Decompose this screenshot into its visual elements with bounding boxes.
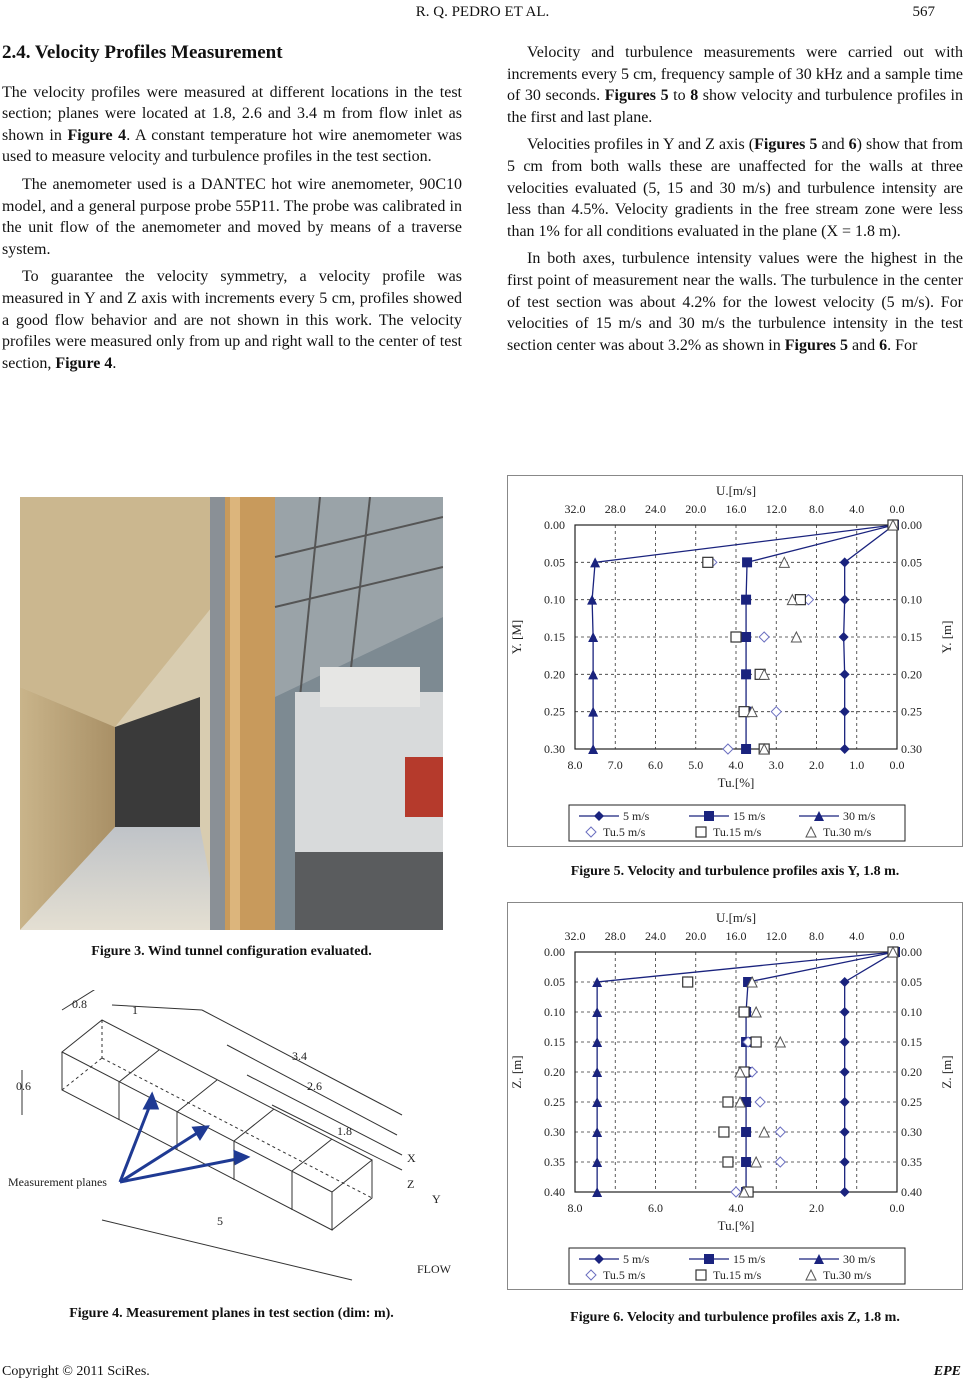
u-tick-label: 12.0 <box>765 502 787 516</box>
figure5-caption: Figure 5. Velocity and turbulence profiles axis Y, 1.8 m. <box>570 864 900 879</box>
legend-label: 5 m/s <box>623 1252 650 1266</box>
tu-tick-label: 0.0 <box>889 1201 905 1215</box>
pos-tick-label-right: 0.30 <box>901 742 922 756</box>
u-tick-label: 24.0 <box>645 502 666 516</box>
data-point <box>751 1037 761 1047</box>
legend-marker <box>696 827 706 837</box>
legend-label: Tu.30 m/s <box>823 1268 872 1282</box>
u-tick-label: 28.0 <box>604 929 626 943</box>
paragraph: In both axes, turbulence intensity values were the highest in the first point of measurement near the walls. The turbulence in the center of test section was about 4.2% for the lowest velocity (5 m/s). For velocities of 15 m/s and 30 m/s the turbulence intensity in the test section center was about 3.2% as shown in Figures 5 and 6. For <box>507 250 963 354</box>
data-point <box>723 1157 733 1167</box>
dim-label: 0.6 <box>16 1079 31 1093</box>
right-axis-label: Y. [m] <box>939 620 954 654</box>
measurement-planes-label: Measurement planes <box>8 1175 107 1189</box>
tu-tick-label: 1.0 <box>849 758 865 772</box>
pos-tick-label-left: 0.15 <box>544 630 565 644</box>
tu-tick-label: 7.0 <box>607 758 623 772</box>
legend-label: 30 m/s <box>843 1252 876 1266</box>
page-header <box>0 4 965 26</box>
pos-tick-label-left: 0.20 <box>544 667 565 682</box>
figure4-caption: Figure 4. Measurement planes in test section (dim: m). <box>69 1306 394 1321</box>
u-tick-label: 20.0 <box>685 929 707 943</box>
dim-label: 2.6 <box>307 1079 322 1093</box>
dim-label: 5 <box>217 1214 223 1228</box>
paragraph: Velocity and turbulence measurements were carried out with increments every 5 cm, frequency sample of 30 kHz and a sample time of 30 seconds. Figures 5 to 8 show velocity and turbulence profiles in the first and last plane. <box>507 44 963 126</box>
tu-tick-label: 8.0 <box>567 1201 583 1215</box>
wind-tunnel-photo-drawing <box>20 497 443 930</box>
u-tick-label: 16.0 <box>725 929 747 943</box>
pos-tick-label-left: 0.25 <box>544 1095 565 1109</box>
top-axis-label: U.[m/s] <box>715 483 757 498</box>
u-tick-label: 20.0 <box>685 502 707 516</box>
legend <box>569 805 905 841</box>
tu-tick-label: 6.0 <box>648 1201 663 1215</box>
legend-label: 15 m/s <box>733 1252 766 1266</box>
data-point <box>719 1127 729 1137</box>
pos-tick-label-left: 0.10 <box>544 1005 565 1019</box>
paragraph: Velocities profiles in Y and Z axis (Figures 5 and 6) show that from 5 cm from both walls these are unaffected for the walls at three velocities evaluated (5, 15 and 30 m/s) and turbulence intensity are less than 4.5%. Velocity gradients in the free stream zone were less than 1% for all conditions evaluated in the plane (X = 1.8 m). <box>507 136 963 240</box>
data-point <box>741 669 751 679</box>
tu-tick-label: 5.0 <box>688 758 704 772</box>
u-tick-label: 32.0 <box>564 929 586 943</box>
pos-tick-label-left: 0.10 <box>544 592 565 607</box>
data-point <box>741 1127 751 1137</box>
pos-tick-label-right: 0.10 <box>901 592 922 607</box>
tu-tick-label: 2.0 <box>809 1201 824 1215</box>
legend-label: Tu.30 m/s <box>823 825 872 839</box>
top-axis-label: U.[m/s] <box>715 910 757 925</box>
u-tick-label: 8.0 <box>809 502 824 516</box>
legend-marker <box>696 1270 706 1280</box>
dim-label: 1.8 <box>337 1124 352 1138</box>
pos-tick-label-right: 0.25 <box>901 704 922 719</box>
legend-label: Tu.5 m/s <box>603 1268 646 1282</box>
figure6-plot <box>507 902 963 1290</box>
pos-tick-label-right: 0.10 <box>901 1005 922 1019</box>
pos-tick-label-left: 0.00 <box>544 518 565 532</box>
wind-tunnel-photo <box>20 497 443 930</box>
legend <box>569 1248 905 1284</box>
data-point <box>741 744 751 754</box>
page-number: 567 <box>912 4 935 20</box>
figure-ref[interactable]: Figures 5 <box>754 136 818 154</box>
pos-tick-label-left: 0.15 <box>544 1035 565 1049</box>
right-column <box>507 42 963 362</box>
journal-name: EPE <box>933 1364 961 1379</box>
tu-tick-label: 0.0 <box>889 758 905 772</box>
u-tick-label: 24.0 <box>645 929 666 943</box>
pos-tick-label-right: 0.15 <box>901 630 922 644</box>
pos-tick-label-right: 0.25 <box>901 1095 922 1109</box>
u-tick-label: 8.0 <box>809 929 824 943</box>
figure-ref[interactable]: Figure 4 <box>55 354 113 372</box>
figure5-plot <box>507 475 963 847</box>
pos-tick-label-left: 0.05 <box>544 555 565 570</box>
data-point <box>739 1007 749 1017</box>
pos-tick-label-right: 0.20 <box>901 667 922 682</box>
pos-tick-label-left: 0.05 <box>544 975 565 989</box>
paragraph: The velocity profiles were measured at different locations in the test section; planes were located at 1.8, 2.6 and 3.4 m from flow inlet as shown in Figure 4. A constant temperature hot wire anemometer was used to measure velocity and turbulence profiles in the test section. <box>2 83 462 166</box>
pos-tick-label-right: 0.15 <box>901 1035 922 1049</box>
legend-label: 5 m/s <box>623 809 650 823</box>
left-axis-label: Z. [m] <box>509 1055 524 1089</box>
u-tick-label: 0.0 <box>889 929 905 943</box>
test-section-drawing <box>2 990 462 1290</box>
figure-ref[interactable]: Figures 5 <box>604 87 669 105</box>
data-point <box>683 977 693 987</box>
tu-tick-label: 8.0 <box>567 758 583 772</box>
legend-label: Tu.5 m/s <box>603 825 646 839</box>
figure6-chart <box>507 902 963 1290</box>
pos-tick-label-right: 0.00 <box>901 945 922 959</box>
pos-tick-label-right: 0.05 <box>901 555 922 570</box>
pos-tick-label-left: 0.30 <box>544 1125 565 1139</box>
u-tick-label: 4.0 <box>849 502 865 516</box>
figure6-caption: Figure 6. Velocity and turbulence profiles axis Z, 1.8 m. <box>570 1310 900 1325</box>
legend-label: 15 m/s <box>733 809 766 823</box>
tu-tick-label: 3.0 <box>768 758 784 772</box>
left-axis-label: Y. [M] <box>509 619 524 655</box>
pos-tick-label-left: 0.00 <box>544 945 565 959</box>
legend-label: Tu.15 m/s <box>713 825 762 839</box>
tu-tick-label: 4.0 <box>728 758 744 772</box>
pos-tick-label-right: 0.00 <box>901 518 922 532</box>
figure-ref[interactable]: Figure 4 <box>67 126 127 144</box>
left-column <box>2 42 462 380</box>
flow-label: FLOW <box>417 1262 451 1276</box>
pos-tick-label-left: 0.40 <box>544 1185 565 1199</box>
pos-tick-label-right: 0.05 <box>901 975 922 989</box>
axis-x-label: X <box>407 1151 416 1165</box>
paragraph: The anemometer used is a DANTEC hot wire anemometer, 90C10 model, and a general purpose probe 55P11. The probe was calibrated in the unit flow of the anemometer and moved by means of a traverse system. <box>2 175 462 258</box>
right-axis-label: Z. [m] <box>939 1055 954 1089</box>
pos-tick-label-left: 0.20 <box>544 1065 565 1079</box>
legend-label: Tu.15 m/s <box>713 1268 762 1282</box>
pos-tick-label-left: 0.25 <box>544 704 565 719</box>
data-point <box>741 632 751 642</box>
axis-z-label: Z <box>407 1177 415 1191</box>
data-point <box>723 1097 733 1107</box>
dim-label: 0.8 <box>72 997 87 1011</box>
dim-label: 1 <box>132 1003 138 1017</box>
u-tick-label: 32.0 <box>564 502 586 516</box>
test-section-diagram <box>2 990 462 1290</box>
figure-ref[interactable]: 6 <box>848 136 857 154</box>
figure-ref[interactable]: Figures 5 <box>784 336 848 354</box>
axis-y-label: Y <box>432 1192 441 1206</box>
pos-tick-label-left: 0.35 <box>544 1155 565 1169</box>
figure-ref[interactable]: 8 <box>690 87 699 105</box>
tu-tick-label: 4.0 <box>728 1201 744 1215</box>
data-point <box>742 557 752 567</box>
pos-tick-label-right: 0.20 <box>901 1065 922 1079</box>
data-point <box>703 557 713 567</box>
legend-marker <box>704 811 714 821</box>
chart-frame <box>508 476 963 847</box>
legend-label: 30 m/s <box>843 809 876 823</box>
u-tick-label: 16.0 <box>725 502 747 516</box>
data-point <box>741 595 751 605</box>
bottom-axis-label: Tu.[%] <box>717 1218 755 1233</box>
pos-tick-label-left: 0.30 <box>544 742 565 756</box>
pos-tick-label-right: 0.30 <box>901 1125 922 1139</box>
legend-marker <box>704 1254 714 1264</box>
section-heading: 2.4. Velocity Profiles Measurement <box>2 42 283 63</box>
paragraph: To guarantee the velocity symmetry, a velocity profile was measured in Y and Z axis with increments every 5 cm, profiles showed a good flow behavior and are not shown in this work. The velocity profiles were measured only from up and right wall to the center of test section, Figure 4. <box>2 268 462 372</box>
tu-tick-label: 6.0 <box>648 758 663 772</box>
tu-tick-label: 2.0 <box>809 758 824 772</box>
figure5-chart <box>507 475 963 847</box>
pos-tick-label-right: 0.35 <box>901 1155 922 1169</box>
u-tick-label: 0.0 <box>889 502 905 516</box>
bottom-axis-label: Tu.[%] <box>717 775 755 790</box>
dim-label: 3.4 <box>292 1049 307 1063</box>
pos-tick-label-right: 0.40 <box>901 1185 922 1199</box>
data-point <box>731 632 741 642</box>
copyright: Copyright © 2011 SciRes. <box>2 1364 150 1379</box>
running-title: R. Q. PEDRO ET AL. <box>415 4 550 20</box>
data-point <box>741 1157 751 1167</box>
u-tick-label: 28.0 <box>604 502 626 516</box>
figure-ref[interactable]: 6 <box>879 336 888 354</box>
figure3-caption: Figure 3. Wind tunnel configuration evaluated. <box>91 944 372 959</box>
u-tick-label: 12.0 <box>765 929 787 943</box>
u-tick-label: 4.0 <box>849 929 865 943</box>
